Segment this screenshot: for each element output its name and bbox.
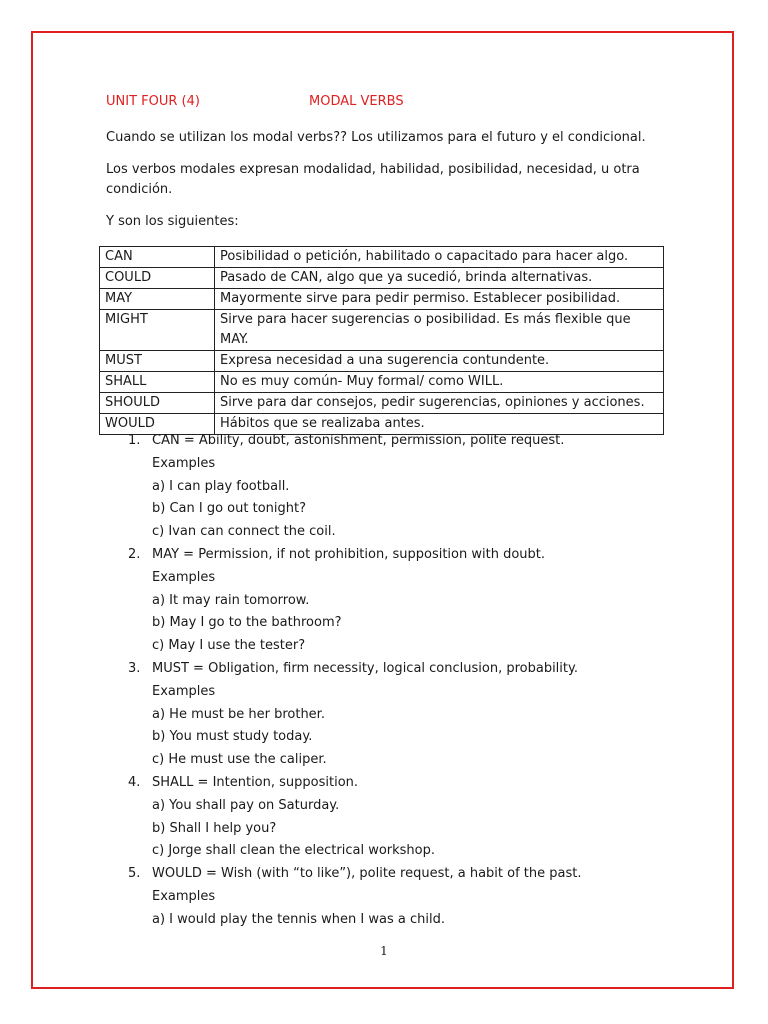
item-number: 2.: [128, 546, 141, 562]
topic-title: MODAL VERBS: [309, 94, 404, 109]
table-row: [100, 351, 664, 372]
verb-description-cell: Pasado de CAN, algo que ya sucedió, brinda alternativas.: [215, 268, 664, 289]
intro-paragraph: Cuando se utilizan los modal verbs?? Los utilizamos para el futuro y el condicional.: [106, 130, 646, 145]
examples-label: Examples: [152, 455, 216, 471]
item-heading: CAN = Ability, doubt, astonishment, permission, polite request.: [152, 433, 565, 448]
verb-description-cell: Sirve para dar consejos, pedir sugerencias, opiniones y acciones.: [215, 393, 664, 414]
modal-verb-cell: CAN: [100, 247, 215, 268]
definition-paragraph: Los verbos modales expresan modalidad, habilidad, posibilidad, necesidad, u otra condición.: [106, 162, 640, 197]
modal-verb-cell: MUST: [100, 351, 215, 372]
examples-label: Examples: [152, 888, 216, 904]
modal-verb-cell: SHALL: [100, 372, 215, 393]
verb-description-cell: Sirve para hacer sugerencias o posibilidad. Es más flexible que MAY.: [215, 310, 664, 351]
modal-verb-cell: COULD: [100, 268, 215, 289]
table-row: [100, 372, 664, 393]
example-sentence: c) May I use the tester?: [152, 638, 306, 654]
item-number: 1.: [128, 433, 141, 448]
example-sentence: a) He must be her brother.: [152, 706, 325, 722]
modal-verb-cell: MAY: [100, 289, 215, 310]
modal-verbs-table: [99, 246, 664, 435]
example-sentence: a) I would play the tennis when I was a child.: [152, 911, 445, 927]
example-sentence: b) Can I go out tonight?: [152, 501, 306, 517]
list-item: [128, 772, 668, 863]
list-item: [128, 658, 668, 772]
example-sentence: a) It may rain tomorrow.: [152, 592, 310, 608]
list-item: [128, 863, 668, 931]
modal-verb-cell: MIGHT: [100, 310, 215, 351]
example-sentence: b) May I go to the bathroom?: [152, 615, 342, 631]
modal-verb-cell: WOULD: [100, 414, 215, 435]
table-row: [100, 289, 664, 310]
document-title: [106, 94, 666, 112]
list-intro: Y son los siguientes:: [106, 214, 239, 229]
example-sentence: b) Shall I help you?: [152, 820, 277, 836]
example-sentence: b) You must study today.: [152, 729, 313, 745]
table-row: [100, 247, 664, 268]
examples-label: Examples: [152, 569, 216, 585]
table-row: [100, 393, 664, 414]
example-sentence: c) Ivan can connect the coil.: [152, 524, 336, 540]
item-heading: MAY = Permission, if not prohibition, supposition with doubt.: [152, 546, 545, 562]
list-item: [128, 430, 668, 544]
verb-description-cell: Mayormente sirve para pedir permiso. Establecer posibilidad.: [215, 289, 664, 310]
verb-description-cell: No es muy común- Muy formal/ como WILL.: [215, 372, 664, 393]
examples-label: Examples: [152, 683, 216, 699]
verb-description-cell: Expresa necesidad a una sugerencia contundente.: [215, 351, 664, 372]
item-number: 4.: [128, 774, 141, 790]
item-number: 5.: [128, 866, 141, 882]
example-sentence: a) You shall pay on Saturday.: [152, 797, 340, 813]
table-row: [100, 268, 664, 289]
verb-description-cell: Hábitos que se realizaba antes.: [215, 414, 664, 435]
unit-title: UNIT FOUR (4): [106, 94, 200, 109]
verb-description-cell: Posibilidad o petición, habilitado o capacitado para hacer algo.: [215, 247, 664, 268]
item-heading: MUST = Obligation, firm necessity, logical conclusion, probability.: [152, 660, 578, 676]
table-row: [100, 310, 664, 351]
item-heading: SHALL = Intention, supposition.: [152, 774, 359, 790]
page-number: 1: [380, 944, 388, 958]
list-item: [128, 544, 668, 658]
modal-verb-cell: SHOULD: [100, 393, 215, 414]
item-number: 3.: [128, 660, 141, 676]
example-sentence: c) He must use the caliper.: [152, 752, 327, 768]
example-sentence: a) I can play football.: [152, 478, 290, 494]
item-heading: WOULD = Wish (with “to like”), polite request, a habit of the past.: [152, 866, 582, 882]
examples-list: [128, 430, 668, 932]
example-sentence: c) Jorge shall clean the electrical workshop.: [152, 843, 436, 859]
